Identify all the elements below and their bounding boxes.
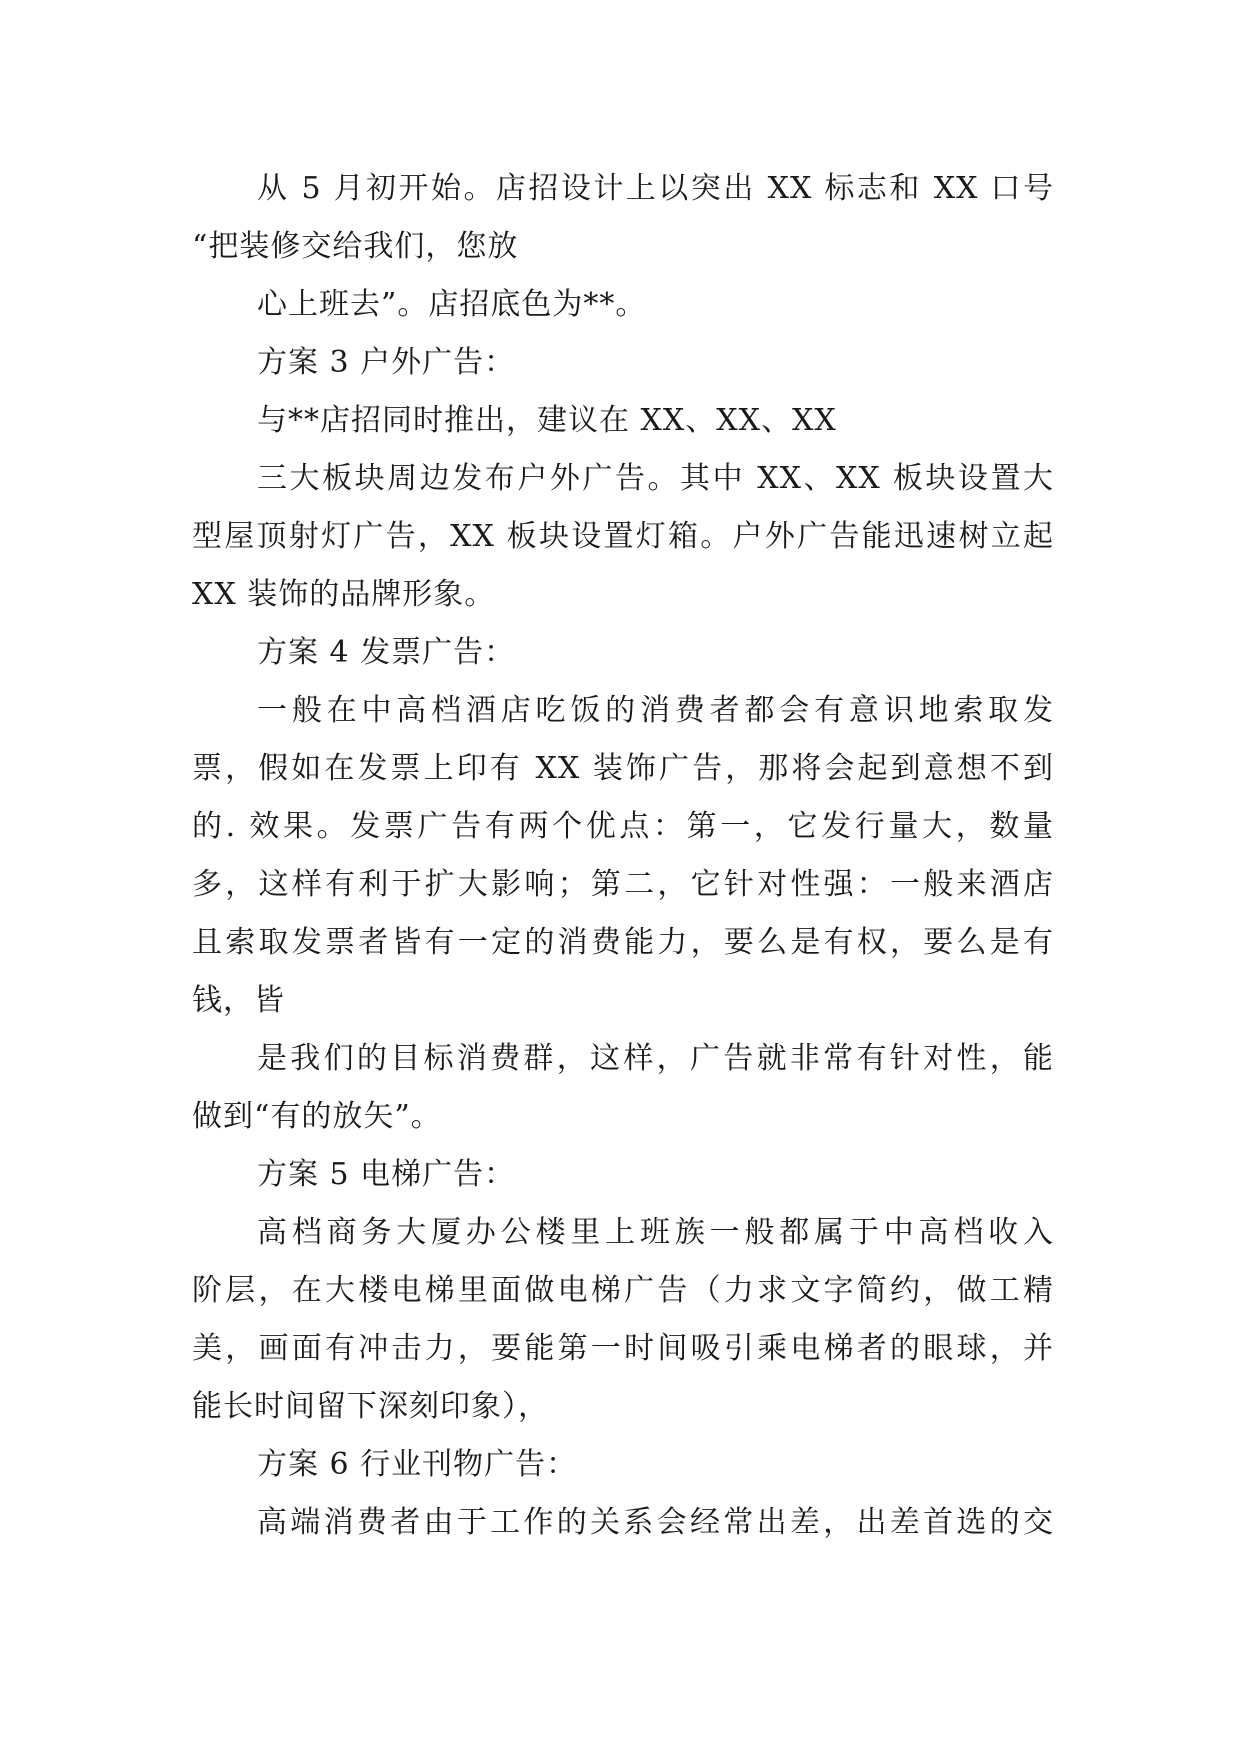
text-line-3: 心上班去”。店招底色为**。 [257, 287, 647, 322]
text-line-16: 是我们的目标消费群，这样，广告就非常有针对性，能 [257, 1041, 1054, 1076]
text-line-2: “把装修交给我们，您放 [192, 229, 519, 264]
section-heading-plan-3: 方案 3 户外广告： [257, 345, 516, 380]
text-line-20: 阶层，在大楼电梯里面做电梯广告（力求文字简约，做工精 [192, 1273, 1054, 1308]
text-line-8: XX 装饰的品牌形象。 [192, 577, 496, 612]
text-line-17: 做到“有的放矢”。 [192, 1099, 442, 1134]
text-line-11: 票，假如在发票上印有 XX 装饰广告，那将会起到意想不到 [192, 751, 1054, 786]
text-line-13: 多，这样有利于扩大影响；第二，它针对性强：一般来酒店 [192, 867, 1054, 902]
document-body [192, 160, 1054, 1552]
section-heading-plan-6: 方案 6 行业刊物广告： [257, 1447, 578, 1482]
text-line-24: 高端消费者由于工作的关系会经常出差，出差首选的交 [257, 1505, 1054, 1540]
section-heading-plan-4: 方案 4 发票广告： [257, 635, 516, 670]
text-line-5: 与**店招同时推出，建议在 XX、XX、XX [257, 403, 837, 438]
text-line-14: 且索取发票者皆有一定的消费能力，要么是有权，要么是有 [192, 925, 1054, 960]
section-heading-plan-5: 方案 5 电梯广告： [257, 1157, 516, 1192]
text-line-22: 能长时间留下深刻印象）， [192, 1389, 549, 1424]
text-line-12: 的. 效果。发票广告有两个优点：第一，它发行量大，数量 [192, 809, 1054, 844]
text-line-19: 高档商务大厦办公楼里上班族一般都属于中高档收入 [257, 1215, 1054, 1250]
text-line-1: 从 5 月初开始。店招设计上以突出 XX 标志和 XX 口号 [257, 171, 1054, 206]
text-line-7: 型屋顶射灯广告，XX 板块设置灯箱。户外广告能迅速树立起 [192, 519, 1054, 554]
text-line-21: 美，画面有冲击力，要能第一时间吸引乘电梯者的眼球，并 [192, 1331, 1054, 1366]
text-line-15: 钱，皆 [192, 983, 285, 1018]
text-line-6: 三大板块周边发布户外广告。其中 XX、XX 板块设置大 [257, 461, 1054, 496]
text-line-10: 一般在中高档酒店吃饭的消费者都会有意识地索取发 [257, 693, 1054, 728]
